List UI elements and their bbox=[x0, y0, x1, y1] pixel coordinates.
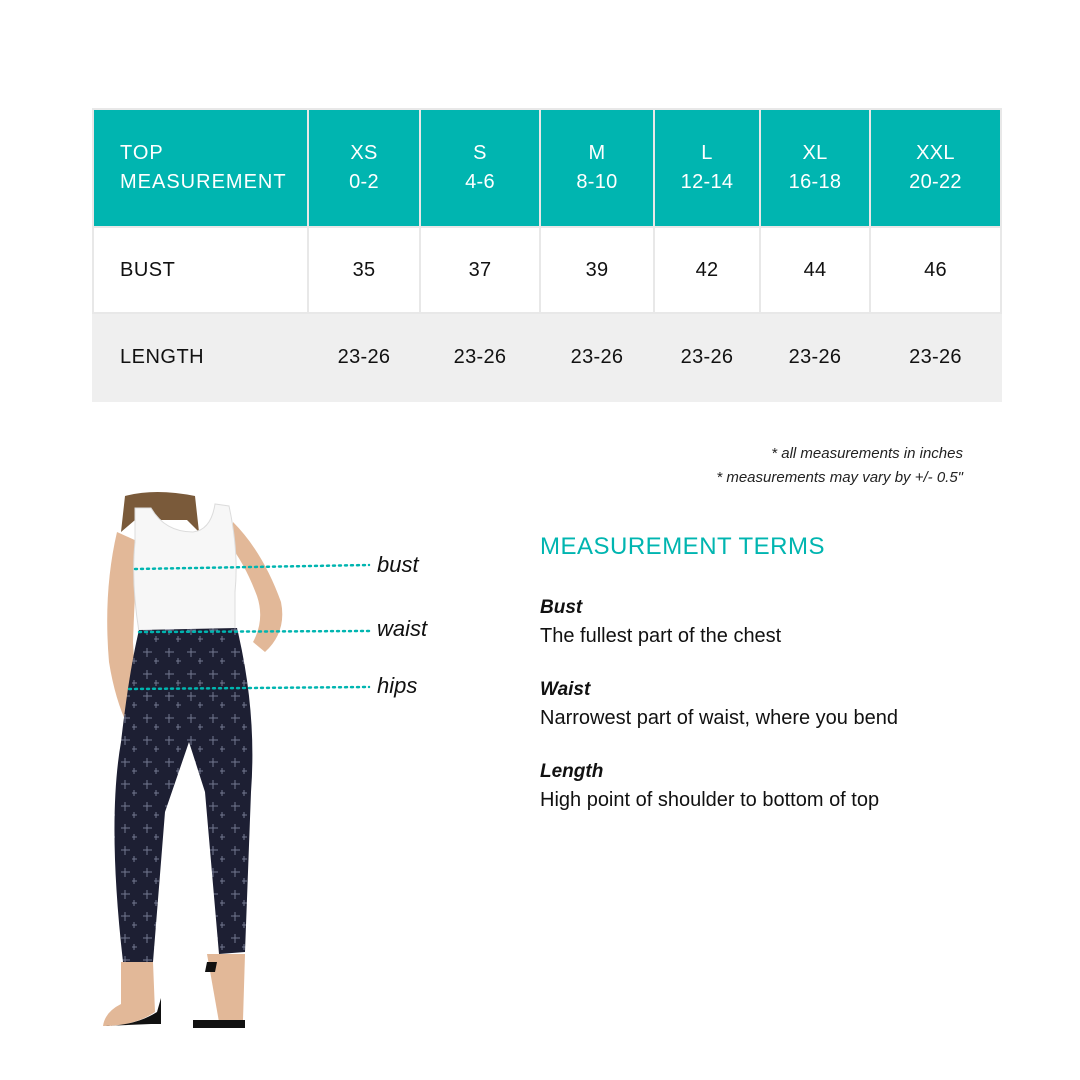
term-waist bbox=[540, 677, 1020, 733]
header-label-line1: TOP bbox=[120, 142, 164, 164]
table-cell: 44 bbox=[760, 227, 870, 313]
size-chart-table bbox=[92, 108, 1002, 402]
plaid-pants bbox=[114, 628, 252, 962]
size-name: S bbox=[473, 142, 487, 164]
terms-title: MEASUREMENT TERMS bbox=[540, 533, 825, 560]
size-range: 8-10 bbox=[576, 171, 618, 193]
table-cell: 23-26 bbox=[654, 313, 760, 401]
term-bust bbox=[540, 595, 1020, 651]
size-name: XS bbox=[350, 142, 378, 164]
size-name: L bbox=[701, 142, 713, 164]
measurement-terms bbox=[540, 533, 1020, 841]
model-figure bbox=[95, 492, 440, 1037]
size-range: 16-18 bbox=[788, 171, 842, 193]
row-label: BUST bbox=[93, 227, 308, 313]
header-size-xxl bbox=[870, 109, 1001, 227]
table-cell: 23-26 bbox=[308, 313, 420, 401]
bust-label: bust bbox=[377, 552, 419, 577]
table-cell: 35 bbox=[308, 227, 420, 313]
note-units: * all measurements in inches bbox=[771, 445, 963, 462]
table-cell: 39 bbox=[540, 227, 654, 313]
term-name: Length bbox=[540, 761, 604, 782]
table-cell: 42 bbox=[654, 227, 760, 313]
header-size-l bbox=[654, 109, 760, 227]
term-name: Waist bbox=[540, 679, 591, 700]
header-label-line2: MEASUREMENT bbox=[120, 171, 287, 193]
size-range: 12-14 bbox=[680, 171, 734, 193]
size-name: XXL bbox=[916, 142, 955, 164]
term-name: Bust bbox=[540, 597, 583, 618]
term-description: The fullest part of the chest bbox=[540, 625, 782, 647]
header-size-xs bbox=[308, 109, 420, 227]
header-top-measurement bbox=[93, 109, 308, 227]
size-range: 4-6 bbox=[465, 171, 495, 193]
table-row-bust bbox=[93, 227, 1001, 313]
table-cell: 23-26 bbox=[420, 313, 540, 401]
waist-label: waist bbox=[377, 616, 428, 641]
note-variance: * measurements may vary by +/- 0.5" bbox=[716, 469, 963, 486]
hips-label: hips bbox=[377, 673, 418, 698]
table-cell: 37 bbox=[420, 227, 540, 313]
size-range: 20-22 bbox=[909, 171, 962, 193]
table-header-row bbox=[93, 109, 1001, 227]
header-size-xl bbox=[760, 109, 870, 227]
measurement-notes bbox=[716, 442, 963, 490]
term-length bbox=[540, 759, 1020, 815]
table-cell: 23-26 bbox=[540, 313, 654, 401]
table-cell: 46 bbox=[870, 227, 1001, 313]
row-label: LENGTH bbox=[93, 313, 308, 401]
header-size-m bbox=[540, 109, 654, 227]
left-foot bbox=[103, 962, 155, 1026]
size-range: 0-2 bbox=[349, 171, 379, 193]
table-cell: 23-26 bbox=[870, 313, 1001, 401]
table-row-length bbox=[93, 313, 1001, 401]
header-size-s bbox=[420, 109, 540, 227]
term-description: Narrowest part of waist, where you bend bbox=[540, 707, 898, 729]
size-name: XL bbox=[802, 142, 828, 164]
size-name: M bbox=[588, 142, 606, 164]
table-cell: 23-26 bbox=[760, 313, 870, 401]
term-description: High point of shoulder to bottom of top bbox=[540, 789, 880, 811]
